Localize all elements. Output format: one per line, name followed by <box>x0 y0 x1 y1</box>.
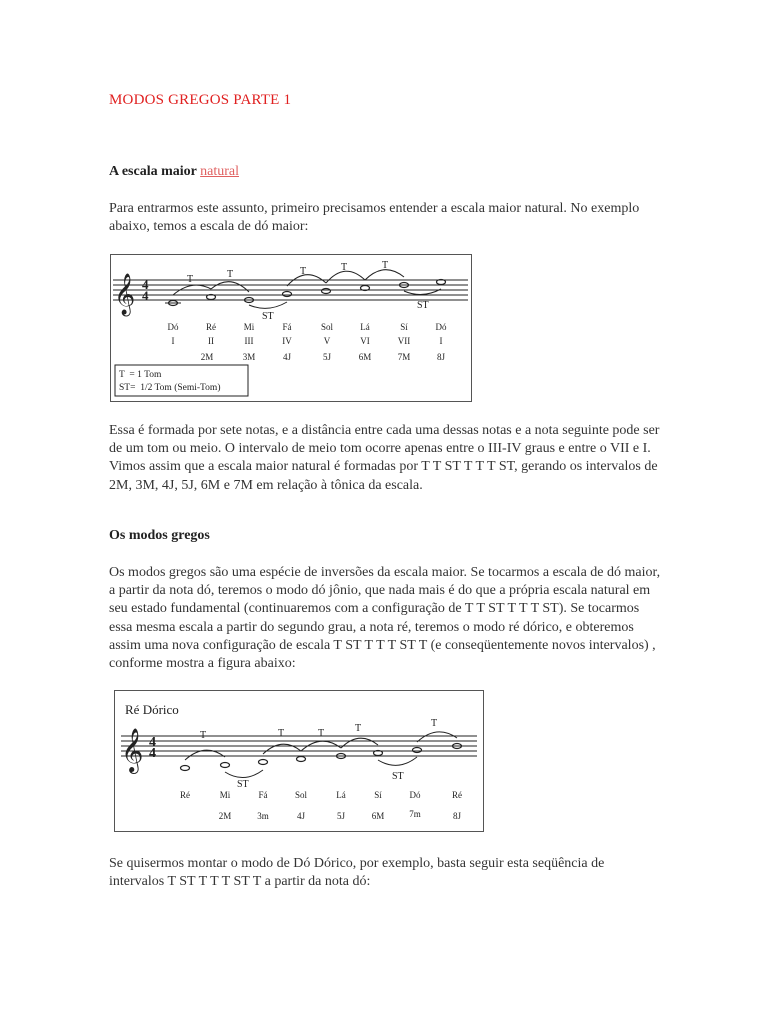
re-dorico-figure <box>114 690 484 832</box>
svg-text:6M: 6M <box>371 811 385 821</box>
scale-explanation-paragraph: Essa é formada por sete notas, e a distância entre cada uma dessas notas e a nota seguinte pode ser de um tom ou meio. O intervalo de meio tom ocorre apenas entre o III-IV graus e entre o VII e I. Vimos assim que a escala maior natural é formadas por T T ST T T T ST, gerando os intervalos de 2M, 3M, 4J, 5J, 6M e 7M em relação à tônica da escala. <box>109 423 660 493</box>
figure-caption: Ré Dórico <box>125 702 179 717</box>
svg-text:Fá: Fá <box>282 322 292 332</box>
step-label: T <box>227 269 234 280</box>
modes-paragraph: Os modos gregos são uma espécie de inversões da escala maior. Se tocarmos a escala de dó maior, a partir da nota dó, teremos o modo dó jônio, que nada mais é do que a própria escala natural em seu estado fundamental (continuaremos com a configuração de T T ST T T T ST). Se tocarmos essa mesma escala a partir do segundo grau, a nota ré, teremos o modo ré dórico, e obteremos assim uma nova configuração de escala T ST T T T ST T (e conseqüentemente novos intervalos) , conforme mostra a figura abaixo: <box>109 565 661 672</box>
interval-labels <box>201 352 446 362</box>
svg-text:IV: IV <box>282 336 292 346</box>
time-sig-top: 4 <box>149 735 156 750</box>
svg-text:I: I <box>439 336 443 346</box>
svg-text:Ré: Ré <box>180 790 190 800</box>
note-names <box>168 322 447 332</box>
note-names <box>180 790 462 800</box>
step-label: ST <box>392 771 404 782</box>
svg-text:Sí: Sí <box>400 322 408 332</box>
step-label: T <box>187 274 194 285</box>
svg-text:Sol: Sol <box>294 790 308 800</box>
heading-text: A escala maior <box>109 164 197 179</box>
svg-text:Dó: Dó <box>167 322 179 332</box>
step-label: T <box>200 730 207 741</box>
svg-text:3M: 3M <box>242 352 256 362</box>
svg-text:Dó: Dó <box>409 790 421 800</box>
svg-text:Ré: Ré <box>452 790 462 800</box>
note-sol <box>322 289 331 294</box>
note-fa <box>283 292 292 297</box>
staff <box>121 736 477 756</box>
svg-text:8J: 8J <box>436 352 446 362</box>
c-major-scale-figure <box>110 254 472 402</box>
interval-labels <box>219 809 462 821</box>
svg-text:II: II <box>208 336 214 346</box>
svg-text:Mi: Mi <box>243 322 255 332</box>
svg-text:III: III <box>244 336 254 346</box>
svg-text:Sol: Sol <box>320 322 334 332</box>
svg-text:3m: 3m <box>257 811 269 821</box>
svg-text:8J: 8J <box>452 811 462 821</box>
step-label: T <box>431 718 438 729</box>
svg-text:4J: 4J <box>296 811 306 821</box>
note-fa <box>259 760 268 765</box>
degree-numerals <box>172 336 443 346</box>
step-label: T <box>318 728 325 739</box>
svg-text:Sí: Sí <box>374 790 382 800</box>
section-heading-modos-gregos: Os modos gregos <box>109 528 210 543</box>
svg-text:7M: 7M <box>397 352 411 362</box>
svg-text:Lá: Lá <box>360 322 370 332</box>
svg-text:I: I <box>171 336 175 346</box>
svg-text:5J: 5J <box>322 352 332 362</box>
legend-line-2: ST= 1/2 Tom (Semi-Tom) <box>119 383 221 393</box>
treble-clef-icon: 𝄞 <box>121 730 144 772</box>
svg-text:Ré: Ré <box>206 322 216 332</box>
step-label: ST <box>417 300 429 311</box>
svg-text:V: V <box>323 336 331 346</box>
scale-notes <box>181 744 462 771</box>
svg-text:Fá: Fá <box>258 790 268 800</box>
note-do <box>413 748 422 753</box>
closing-paragraph: Se quisermos montar o modo de Dó Dórico, por exemplo, basta seguir esta seqüência de intervalos T ST T T T ST T a partir da nota dó: <box>109 856 605 890</box>
step-label: ST <box>262 311 274 322</box>
step-label: ST <box>237 779 249 790</box>
treble-clef-icon: 𝄞 <box>114 274 136 314</box>
time-sig-bottom: 4 <box>149 746 156 761</box>
time-sig-top: 4 <box>142 277 149 292</box>
scale-notes <box>169 280 446 306</box>
step-label: T <box>382 260 389 271</box>
note-mi <box>221 763 230 768</box>
natural-link[interactable]: natural <box>200 164 239 179</box>
note-sol <box>297 757 306 762</box>
svg-text:VII: VII <box>397 336 411 346</box>
svg-text:5J: 5J <box>336 811 346 821</box>
svg-text:2M: 2M <box>200 352 214 362</box>
svg-text:7m: 7m <box>409 809 421 819</box>
svg-text:Dó: Dó <box>435 322 447 332</box>
svg-text:VI: VI <box>360 336 370 346</box>
svg-text:6M: 6M <box>358 352 372 362</box>
time-sig-bottom: 4 <box>142 288 149 303</box>
step-label: T <box>300 266 307 277</box>
svg-text:2M: 2M <box>218 811 232 821</box>
legend-box <box>115 365 248 396</box>
section-heading-escala-maior <box>109 164 239 180</box>
step-label: T <box>278 728 285 739</box>
page-title: MODOS GREGOS PARTE 1 <box>109 92 292 108</box>
step-label: T <box>355 723 362 734</box>
legend-line-1: T = 1 Tom <box>119 370 162 380</box>
intro-paragraph: Para entrarmos este assunto, primeiro precisamos entender a escala maior natural. No exemplo abaixo, temos a escala de dó maior: <box>109 201 640 235</box>
svg-text:Mi: Mi <box>219 790 231 800</box>
note-re <box>181 766 190 771</box>
svg-text:Lá: Lá <box>336 790 346 800</box>
svg-text:4J: 4J <box>282 352 292 362</box>
step-label: T <box>341 262 348 273</box>
step-arcs <box>173 270 441 309</box>
